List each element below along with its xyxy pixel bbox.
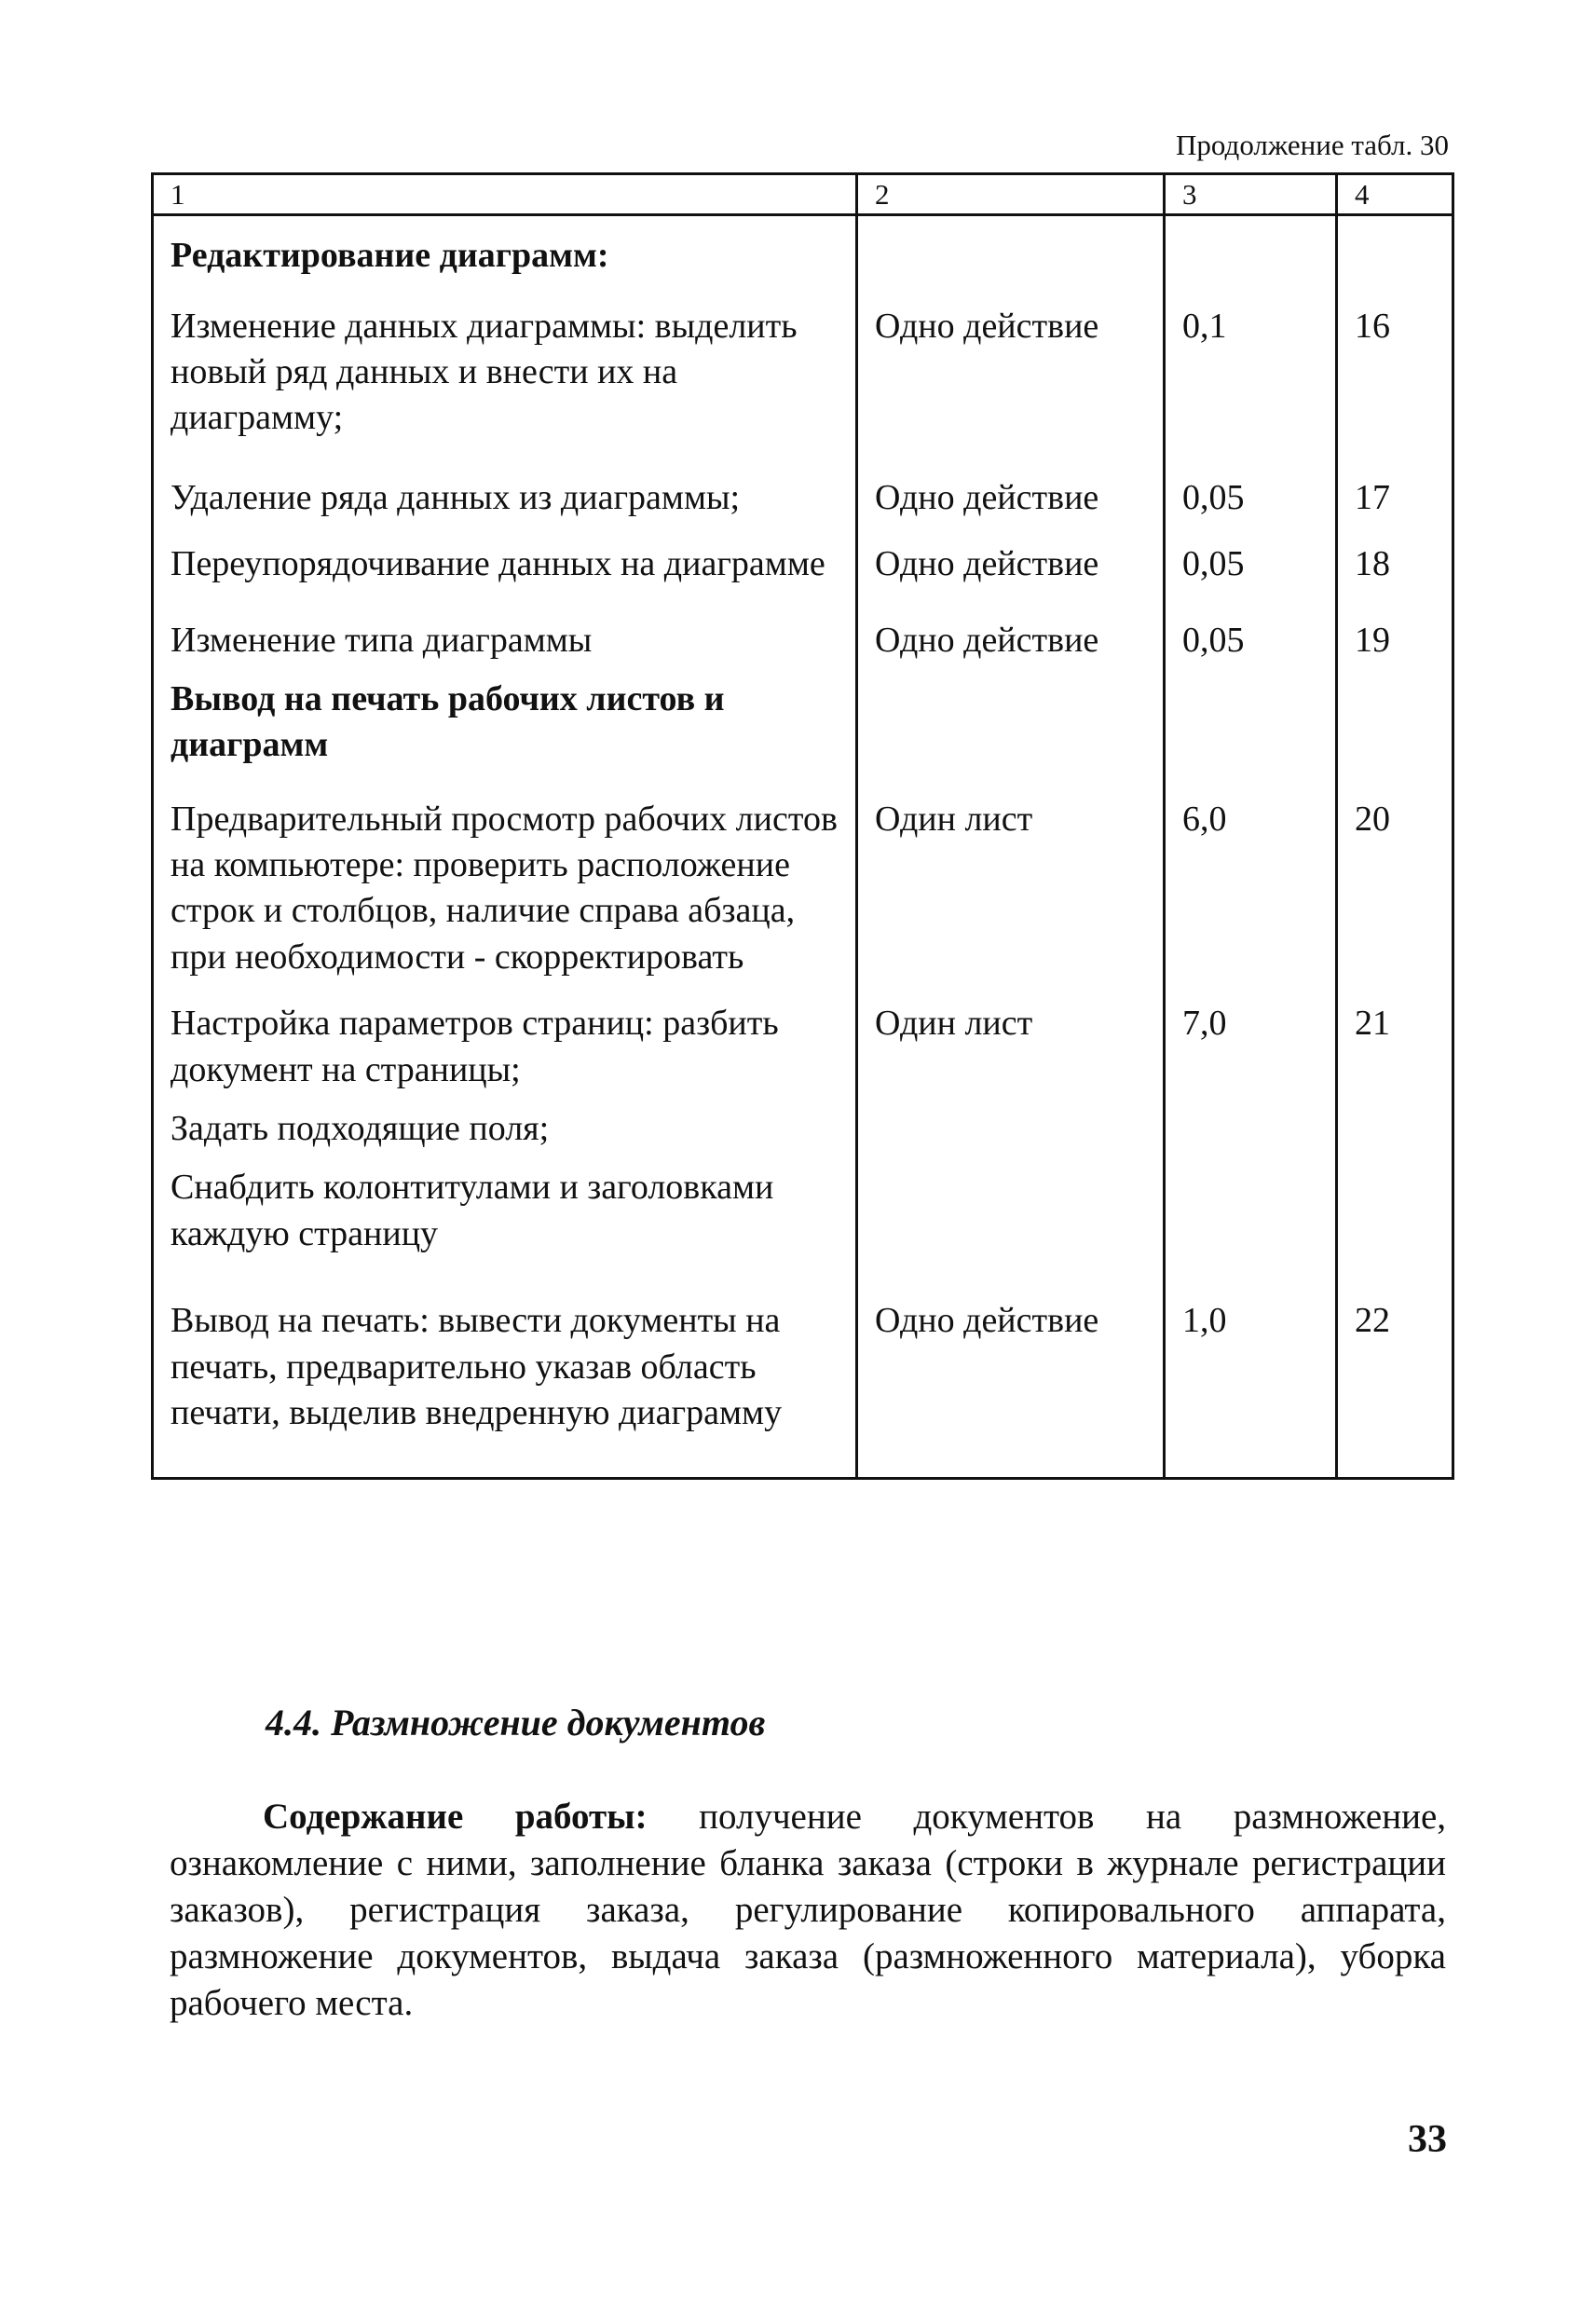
cell-time: 0,05 [1165, 541, 1337, 608]
table-row [153, 673, 1453, 797]
cell-number: 19 [1337, 609, 1453, 673]
table-row [153, 215, 1453, 296]
cell-number: 20 [1337, 797, 1453, 1002]
cell-unit: Одно действие [857, 1298, 1165, 1479]
section-title: 4.4. Размножение документов [266, 1702, 766, 1744]
cell-operation-line: Снабдить колонтитулами и заголовками каждую страницу [171, 1168, 774, 1253]
table-row [153, 466, 1453, 541]
cell-unit: Одно действие [857, 466, 1165, 541]
cell-operation-line: Задать подходящие поля; [171, 1109, 550, 1149]
cell-unit: Один лист [857, 797, 1165, 1002]
cell-time [1165, 673, 1337, 797]
header-col-3: 3 [1165, 174, 1337, 215]
norms-table [151, 172, 1454, 1480]
table-row [153, 1001, 1453, 1298]
cell-unit [857, 215, 1165, 296]
header-col-1: 1 [153, 174, 857, 215]
cell-unit: Одно действие [857, 296, 1165, 466]
table-row [153, 797, 1453, 1002]
cell-operation: Изменение данных диаграммы: выделить новый ряд данных и внести их на диаграмму; [153, 296, 857, 466]
cell-operation: Переупорядочивание данных на диаграмме [153, 541, 857, 608]
cell-time [1165, 215, 1337, 296]
cell-time: 1,0 [1165, 1298, 1337, 1479]
cell-unit: Одно действие [857, 609, 1165, 673]
cell-number: 18 [1337, 541, 1453, 608]
header-col-4: 4 [1337, 174, 1453, 215]
cell-operation: Редактирование диаграмм: [153, 215, 857, 296]
cell-unit: Один лист [857, 1001, 1165, 1298]
cell-number [1337, 673, 1453, 797]
table-row [153, 296, 1453, 466]
table-caption: Продолжение табл. 30 [1176, 129, 1449, 161]
cell-time: 0,05 [1165, 466, 1337, 541]
paragraph-text: получение документов на размножение, ознакомление с ними, заполнение бланка заказа (строки в журнале регистрации заказов), регистрация заказа, регулирование копировального аппарата, размножение документов, выдача заказа (размноженного материала), уборка рабочего места. [170, 1797, 1446, 2023]
cell-operation: Предварительный просмотр рабочих листов на компьютере: проверить расположение строк и столбцов, наличие справа абзаца, при необходимости - скорректировать [153, 797, 857, 1002]
cell-number: 17 [1337, 466, 1453, 541]
cell-time: 6,0 [1165, 797, 1337, 1002]
cell-number [1337, 215, 1453, 296]
cell-operation [153, 1001, 857, 1298]
table-header-row [153, 174, 1453, 215]
cell-unit: Одно действие [857, 541, 1165, 608]
cell-time: 7,0 [1165, 1001, 1337, 1298]
cell-operation: Вывод на печать: вывести документы на печать, предварительно указав область печати, выделив внедренную диаграмму [153, 1298, 857, 1479]
paragraph-lead: Содержание работы: [263, 1797, 648, 1837]
cell-number: 16 [1337, 296, 1453, 466]
cell-number: 22 [1337, 1298, 1453, 1479]
cell-time: 0,1 [1165, 296, 1337, 466]
cell-number: 21 [1337, 1001, 1453, 1298]
cell-operation: Изменение типа диаграммы [153, 609, 857, 673]
table-row [153, 1298, 1453, 1479]
cell-operation-line: Настройка параметров страниц: разбить документ на страницы; [171, 1004, 779, 1089]
header-col-2: 2 [857, 174, 1165, 215]
table-row [153, 541, 1453, 608]
page-number: 33 [1408, 2118, 1447, 2161]
section-paragraph [170, 1794, 1446, 2027]
table-row [153, 609, 1453, 673]
cell-operation: Удаление ряда данных из диаграммы; [153, 466, 857, 541]
cell-time: 0,05 [1165, 609, 1337, 673]
cell-unit [857, 673, 1165, 797]
cell-operation: Вывод на печать рабочих листов и диаграмм [153, 673, 857, 797]
